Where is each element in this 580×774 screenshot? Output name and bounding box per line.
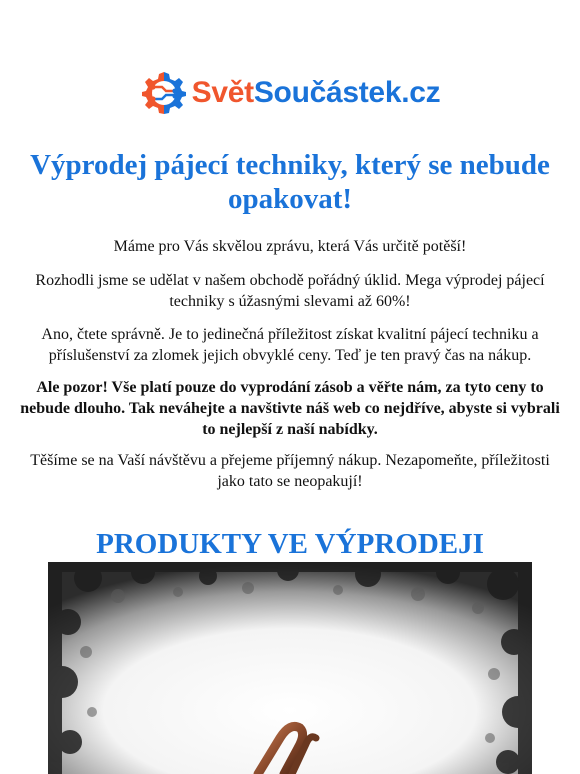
logo-text-part1: Svět — [191, 76, 254, 109]
logo-text-part2: Součástek.cz — [253, 76, 441, 109]
gear-circuit-logo-icon — [140, 69, 188, 117]
logo-wordmark — [192, 78, 441, 108]
closing-paragraph: Těšíme se na Vaší návštěvu a přejeme příjemný nákup. Nezapomeňte, příležitosti jako tato se neopakují! — [30, 452, 550, 490]
logo-link[interactable] — [0, 68, 580, 118]
products-section-title: PRODUKTY VE VÝPRODEJI — [96, 528, 484, 560]
soldering-tip-product-image — [48, 562, 532, 774]
sale-paragraph: Rozhodli jsme se udělat v našem obchodě pořádný úklid. Mega výprodej pájecí techniky s úžasnými slevami až 60%! — [35, 272, 545, 310]
headline: Výprodej pájecí techniky, který se nebude opakovat! — [30, 149, 550, 215]
product-image-link[interactable] — [48, 562, 532, 774]
opportunity-paragraph: Ano, čtete správně. Je to jedinečná příležitost získat kvalitní pájecí techniku a příslušenství za zlomek jejich obvyklé ceny. Teď je ten pravý čas na nákup. — [41, 326, 539, 364]
warning-paragraph: Ale pozor! Vše platí pouze do vyprodání zásob a věřte nám, za tyto ceny to nebude dlouho. Tak neváhejte a navštivte náš web co nejdříve, abyste si vybrali to nejlepší z naší nabídky. — [20, 379, 560, 438]
intro-paragraph: Máme pro Vás skvělou zprávu, která Vás určitě potěší! — [113, 238, 467, 255]
